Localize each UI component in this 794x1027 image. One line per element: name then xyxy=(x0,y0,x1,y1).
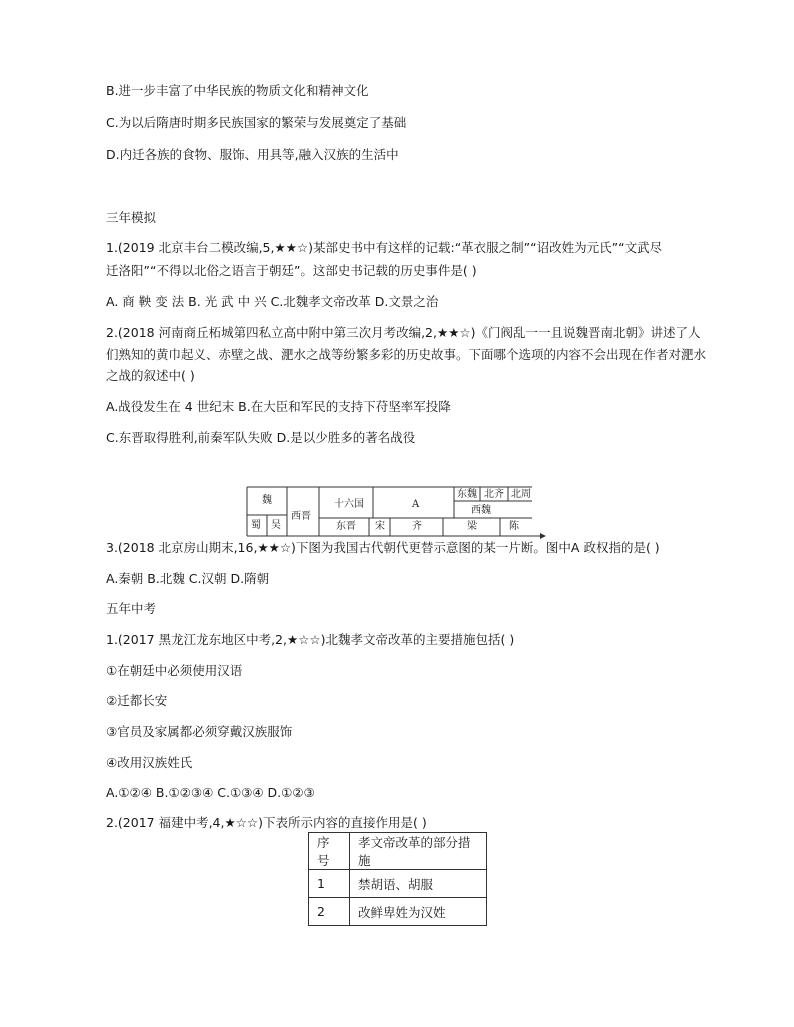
timeline-label-xiwei: 西魏 xyxy=(471,505,491,516)
timeline-label-wu: 吴 xyxy=(271,520,281,531)
prev-option-c: C.为以后隋唐时期多民族国家的繁荣与发展奠定了基础 xyxy=(106,115,407,130)
q4-stem: 1.(2017 黑龙江龙东地区中考,2,★☆☆)北魏孝文帝改革的主要措施包括( ) xyxy=(106,632,515,647)
section-heading-five-year: 五年中考 xyxy=(106,601,157,616)
q2-options-line2: C.东晋取得胜利,前秦军队失败 D.是以少胜多的著名战役 xyxy=(106,430,416,445)
timeline-label-shu: 蜀 xyxy=(251,520,261,531)
q2-stem-line3: 之战的叙述中( ) xyxy=(106,368,195,383)
q3-stem: 3.(2018 北京房山期末,16,★★☆)下图为我国古代朝代更替示意图的某一片断。图中A 政权指的是( ) xyxy=(106,540,660,555)
timeline-label-beiqi: 北齐 xyxy=(484,489,504,500)
q3-options: A.秦朝 B.北魏 C.汉朝 D.隋朝 xyxy=(106,571,270,586)
table-row xyxy=(309,870,487,898)
table-row xyxy=(309,898,487,926)
q2-stem-line2: 们熟知的黄巾起义、赤壁之战、淝水之战等纷繁多彩的历史故事。下面哪个选项的内容不会出现在作者对淝水 xyxy=(106,347,707,362)
reform-measures-table xyxy=(308,832,487,926)
timeline-label-chen: 陈 xyxy=(509,521,519,532)
q1-stem-line2: 迁洛阳”“不得以北俗之语言于朝廷”。这部史书记载的历史事件是( ) xyxy=(106,263,477,278)
q4-item-3: ③官员及家属都必须穿戴汉族服饰 xyxy=(106,724,293,739)
prev-option-b: B.进一步丰富了中华民族的物质文化和精神文化 xyxy=(106,83,369,98)
timeline-label-dongjin: 东晋 xyxy=(336,521,356,532)
q5-stem: 2.(2017 福建中考,4,★☆☆)下表所示内容的直接作用是( ) xyxy=(106,815,427,830)
q1-stem-line1: 1.(2019 北京丰台二模改编,5,★★☆)某部史书中有这样的记载:“革衣服之制”“诏改姓为元氏”“文武尽 xyxy=(106,240,663,255)
timeline-label-wei: 魏 xyxy=(262,495,272,506)
table-cell: 禁胡语、胡服 xyxy=(350,870,487,898)
q1-options: A. 商 鞅 变 法 B. 光 武 中 兴 C.北魏孝文帝改革 D.文景之治 xyxy=(106,294,439,309)
q4-item-4: ④改用汉族姓氏 xyxy=(106,755,193,770)
table-header-row xyxy=(309,833,487,870)
table-cell: 2 xyxy=(309,898,350,926)
table-cell: 1 xyxy=(309,870,350,898)
q4-item-1: ①在朝廷中必须使用汉语 xyxy=(106,663,243,678)
timeline-label-a: A xyxy=(412,499,420,510)
timeline-label-song: 宋 xyxy=(375,521,385,532)
timeline-label-liang: 梁 xyxy=(467,521,477,532)
table-cell: 改鲜卑姓为汉姓 xyxy=(350,898,487,926)
section-heading-three-year: 三年模拟 xyxy=(106,210,157,225)
q4-options: A.①②④ B.①②③④ C.①③④ D.①②③ xyxy=(106,785,315,800)
q2-stem-line1: 2.(2018 河南商丘柘城第四私立高中附中第三次月考改编,2,★★☆)《门阀乱一一且说魏晋南北朝》讲述了人 xyxy=(106,325,701,340)
q4-item-2: ②迁都长安 xyxy=(106,693,168,708)
prev-option-d: D.内迁各族的食物、服饰、用具等,融入汉族的生活中 xyxy=(106,147,399,162)
timeline-label-beizhou: 北周 xyxy=(511,489,531,500)
table-header-cell: 孝文帝改革的部分措施 xyxy=(350,833,487,870)
timeline-label-xijin: 西晋 xyxy=(291,511,311,522)
table-header-cell: 序号 xyxy=(309,833,350,870)
q2-options-line1: A.战役发生在 4 世纪末 B.在大臣和军民的支持下苻坚率军投降 xyxy=(106,399,451,414)
timeline-label-qi: 齐 xyxy=(412,521,422,532)
timeline-label-dongwei: 东魏 xyxy=(457,489,477,500)
timeline-label-sixteen-kingdoms: 十六国 xyxy=(334,499,364,510)
